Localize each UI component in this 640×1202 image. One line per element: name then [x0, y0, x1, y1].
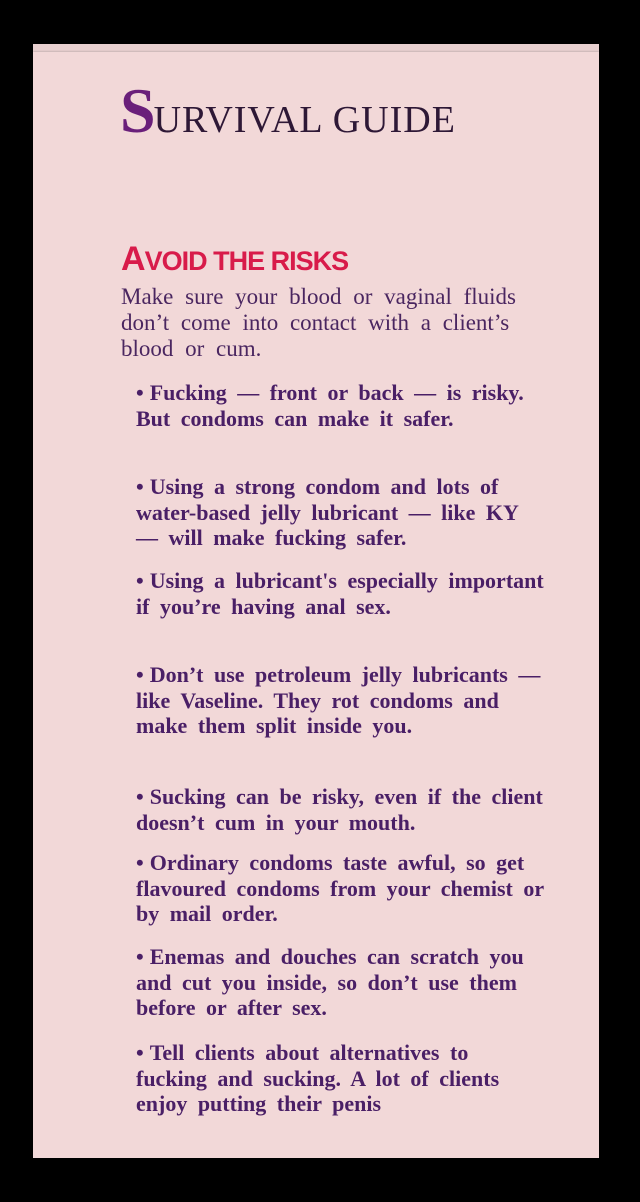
- bullet-dot-icon: •: [136, 380, 144, 405]
- bullet-item: [136, 662, 546, 739]
- leaflet-page: [33, 52, 599, 1158]
- bullet-text: Sucking can be risky, even if the client doesn’t cum in your mouth.: [136, 784, 543, 835]
- bullet-text: Tell clients about alternatives to fucking and sucking. A lot of clients enjoy putting their penis: [136, 1040, 500, 1116]
- bullet-dot-icon: •: [136, 662, 144, 687]
- bullet-text: Using a lubricant's especially important if you’re having anal sex.: [136, 568, 544, 619]
- bullet-dot-icon: •: [136, 944, 144, 969]
- intro-paragraph: Make sure your blood or vaginal fluids don’t come into contact with a client’s blood or cum.: [121, 284, 516, 361]
- bullet-dot-icon: •: [136, 568, 144, 593]
- heading-rest: VOID THE RISKS: [144, 246, 349, 276]
- bullet-text: Enemas and douches can scratch you and cut you inside, so don’t use them before or after sex.: [136, 944, 524, 1020]
- leaflet-top-edge: [33, 44, 599, 52]
- bullet-text: Using a strong condom and lots of water-based jelly lubricant — like KY — will make fucking safer.: [136, 474, 519, 550]
- heading-initial: A: [121, 240, 145, 278]
- bullet-item: [136, 784, 546, 835]
- title-initial: S: [120, 75, 154, 146]
- bullet-item: [136, 380, 546, 431]
- bullet-text: Fucking — front or back — is risky. But condoms can make it safer.: [136, 380, 524, 431]
- bullet-item: [136, 944, 546, 1021]
- title-rest: URVIVAL GUIDE: [153, 99, 456, 141]
- bullet-item: [136, 850, 546, 927]
- bullet-dot-icon: •: [136, 474, 144, 499]
- section-heading: [121, 240, 348, 279]
- bullet-dot-icon: •: [136, 784, 144, 809]
- bullet-item: [136, 568, 546, 619]
- bullet-text: Ordinary condoms taste awful, so get flavoured condoms from your chemist or by mail order.: [136, 850, 544, 926]
- bullet-dot-icon: •: [136, 1040, 144, 1065]
- bullet-dot-icon: •: [136, 850, 144, 875]
- bullet-item: [136, 1040, 546, 1117]
- bullet-text: Don’t use petroleum jelly lubricants — like Vaseline. They rot condoms and make them split inside you.: [136, 662, 541, 738]
- bullet-item: [136, 474, 546, 551]
- page-title: [120, 74, 456, 148]
